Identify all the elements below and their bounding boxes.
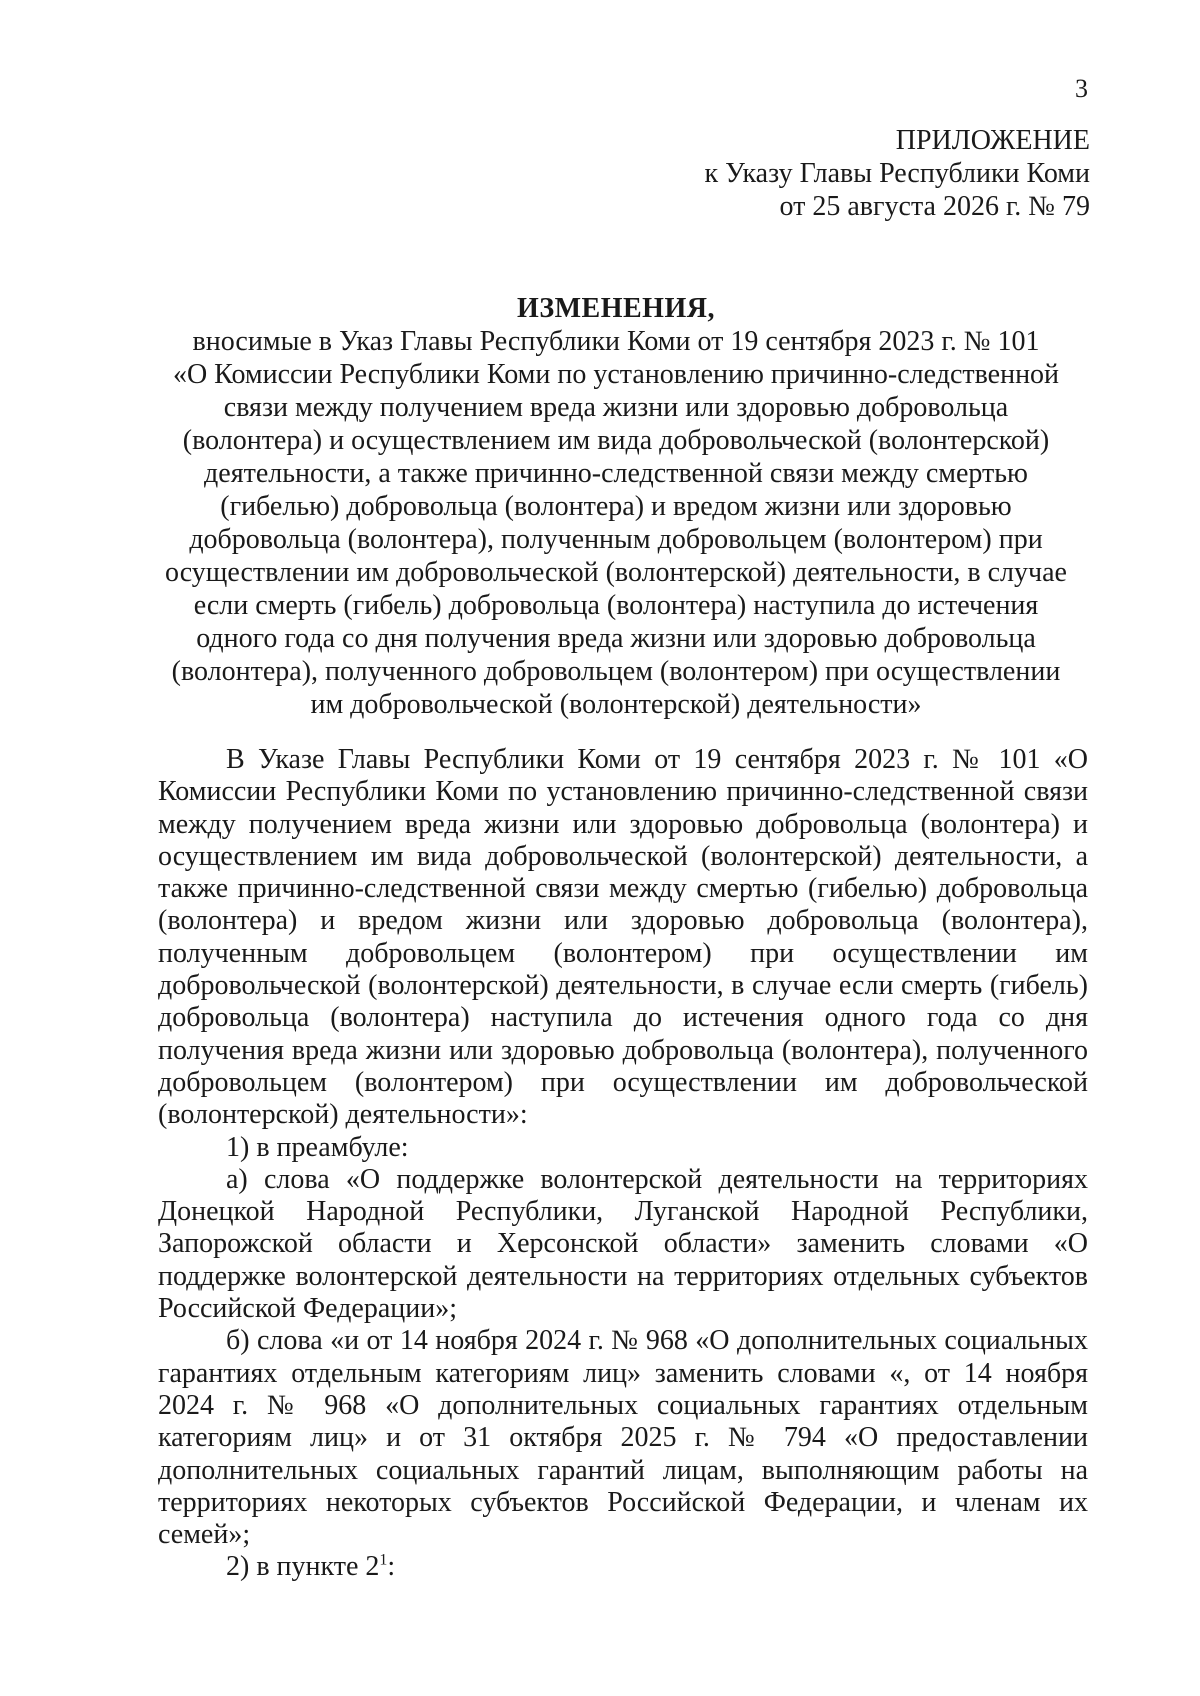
appendix-reference: к Указу Главы Республики Коми — [704, 158, 1090, 189]
title-line: «О Комиссии Республики Коми по установлению причинно-следственной — [172, 359, 1060, 390]
item-2-text: 2) в пункте 2 — [226, 1551, 380, 1583]
title-line: деятельности, а также причинно-следственной связи между смертью — [204, 458, 1028, 489]
item-1-paragraph: 1) в преамбуле: — [226, 1131, 409, 1163]
item-1b-paragraph: б) слова «и от 14 ноября 2024 г. № 968 «О дополнительных социальных гарантиях отдельным категориям лиц» заменить словами «, от 14 ноября 2024 г. № 968 «О дополнительных социальных гарантиях отдельным категориям лиц» и от 31 октября 2025 г. № 794 «О предоставлении дополнительных социальных гарантий лицам, выполняющим работы на территориях некоторых субъектов Российской Федерации, и членам их семей»; — [158, 1325, 1088, 1551]
appendix-date: от 25 августа 2026 г. № 79 — [779, 191, 1090, 222]
item-2-superscript: 1 — [379, 1552, 388, 1570]
item-2-paragraph — [158, 1551, 1088, 1583]
page-number: 3 — [1075, 74, 1088, 103]
title-line: одного года со дня получения вреда жизни или здоровью добровольца — [196, 623, 1036, 654]
intro-paragraph: В Указе Главы Республики Коми от 19 сентября 2023 г. № 101 «О Комиссии Республики Коми по установлению причинно-следственной связи между получением вреда жизни или здоровью добровольца (волонтера) и осуществлением им вида добровольческой (волонтерской) деятельности, а также причинно-следственной связи между смертью (гибелью) добровольца (волонтера) и вредом жизни или здоровью добровольца (волонтера), полученным добровольцем (волонтером) при осуществлении им добровольческой (волонтерской) деятельности, в случае если смерть (гибель) добровольца (волонтера) наступила до истечения одного года со дня получения вреда жизни или здоровью добровольца (волонтера), полученного добровольцем (волонтером) при осуществлении им добровольческой (волонтерской) деятельности»: — [158, 744, 1088, 1131]
title-line: осуществлении им добровольческой (волонтерской) деятельности, в случае — [165, 557, 1067, 588]
title-line: им добровольческой (волонтерской) деятельности» — [310, 689, 922, 720]
title-line: (волонтера), полученного добровольцем (волонтером) при осуществлении — [171, 656, 1061, 687]
document-body — [158, 744, 1088, 1584]
item-2-suffix: : — [387, 1551, 396, 1583]
document-title-block — [150, 292, 1082, 721]
document-heading: ИЗМЕНЕНИЯ, — [517, 293, 715, 324]
title-line: (волонтера) и осуществлением им вида добровольческой (волонтерской) — [182, 425, 1050, 456]
title-line: добровольца (волонтера), полученным добровольцем (волонтером) при — [189, 524, 1043, 555]
title-line: связи между получением вреда жизни или здоровью добровольца — [223, 392, 1009, 423]
title-line: если смерть (гибель) добровольца (волонтера) наступила до истечения — [193, 590, 1039, 621]
item-1a-paragraph: а) слова «О поддержке волонтерской деятельности на территориях Донецкой Народной Республики, Луганской Народной Республики, Запорожской области и Херсонской области» заменить словами «О поддержке волонтерской деятельности на территориях отдельных субъектов Российской Федерации»; — [158, 1163, 1088, 1325]
title-line: вносимые в Указ Главы Республики Коми от 19 сентября 2023 г. № 101 — [192, 326, 1040, 357]
appendix-label: ПРИЛОЖЕНИЕ — [895, 125, 1090, 156]
appendix-header — [705, 124, 1090, 223]
title-line: (гибелью) добровольца (волонтера) и вредом жизни или здоровью — [220, 491, 1012, 522]
